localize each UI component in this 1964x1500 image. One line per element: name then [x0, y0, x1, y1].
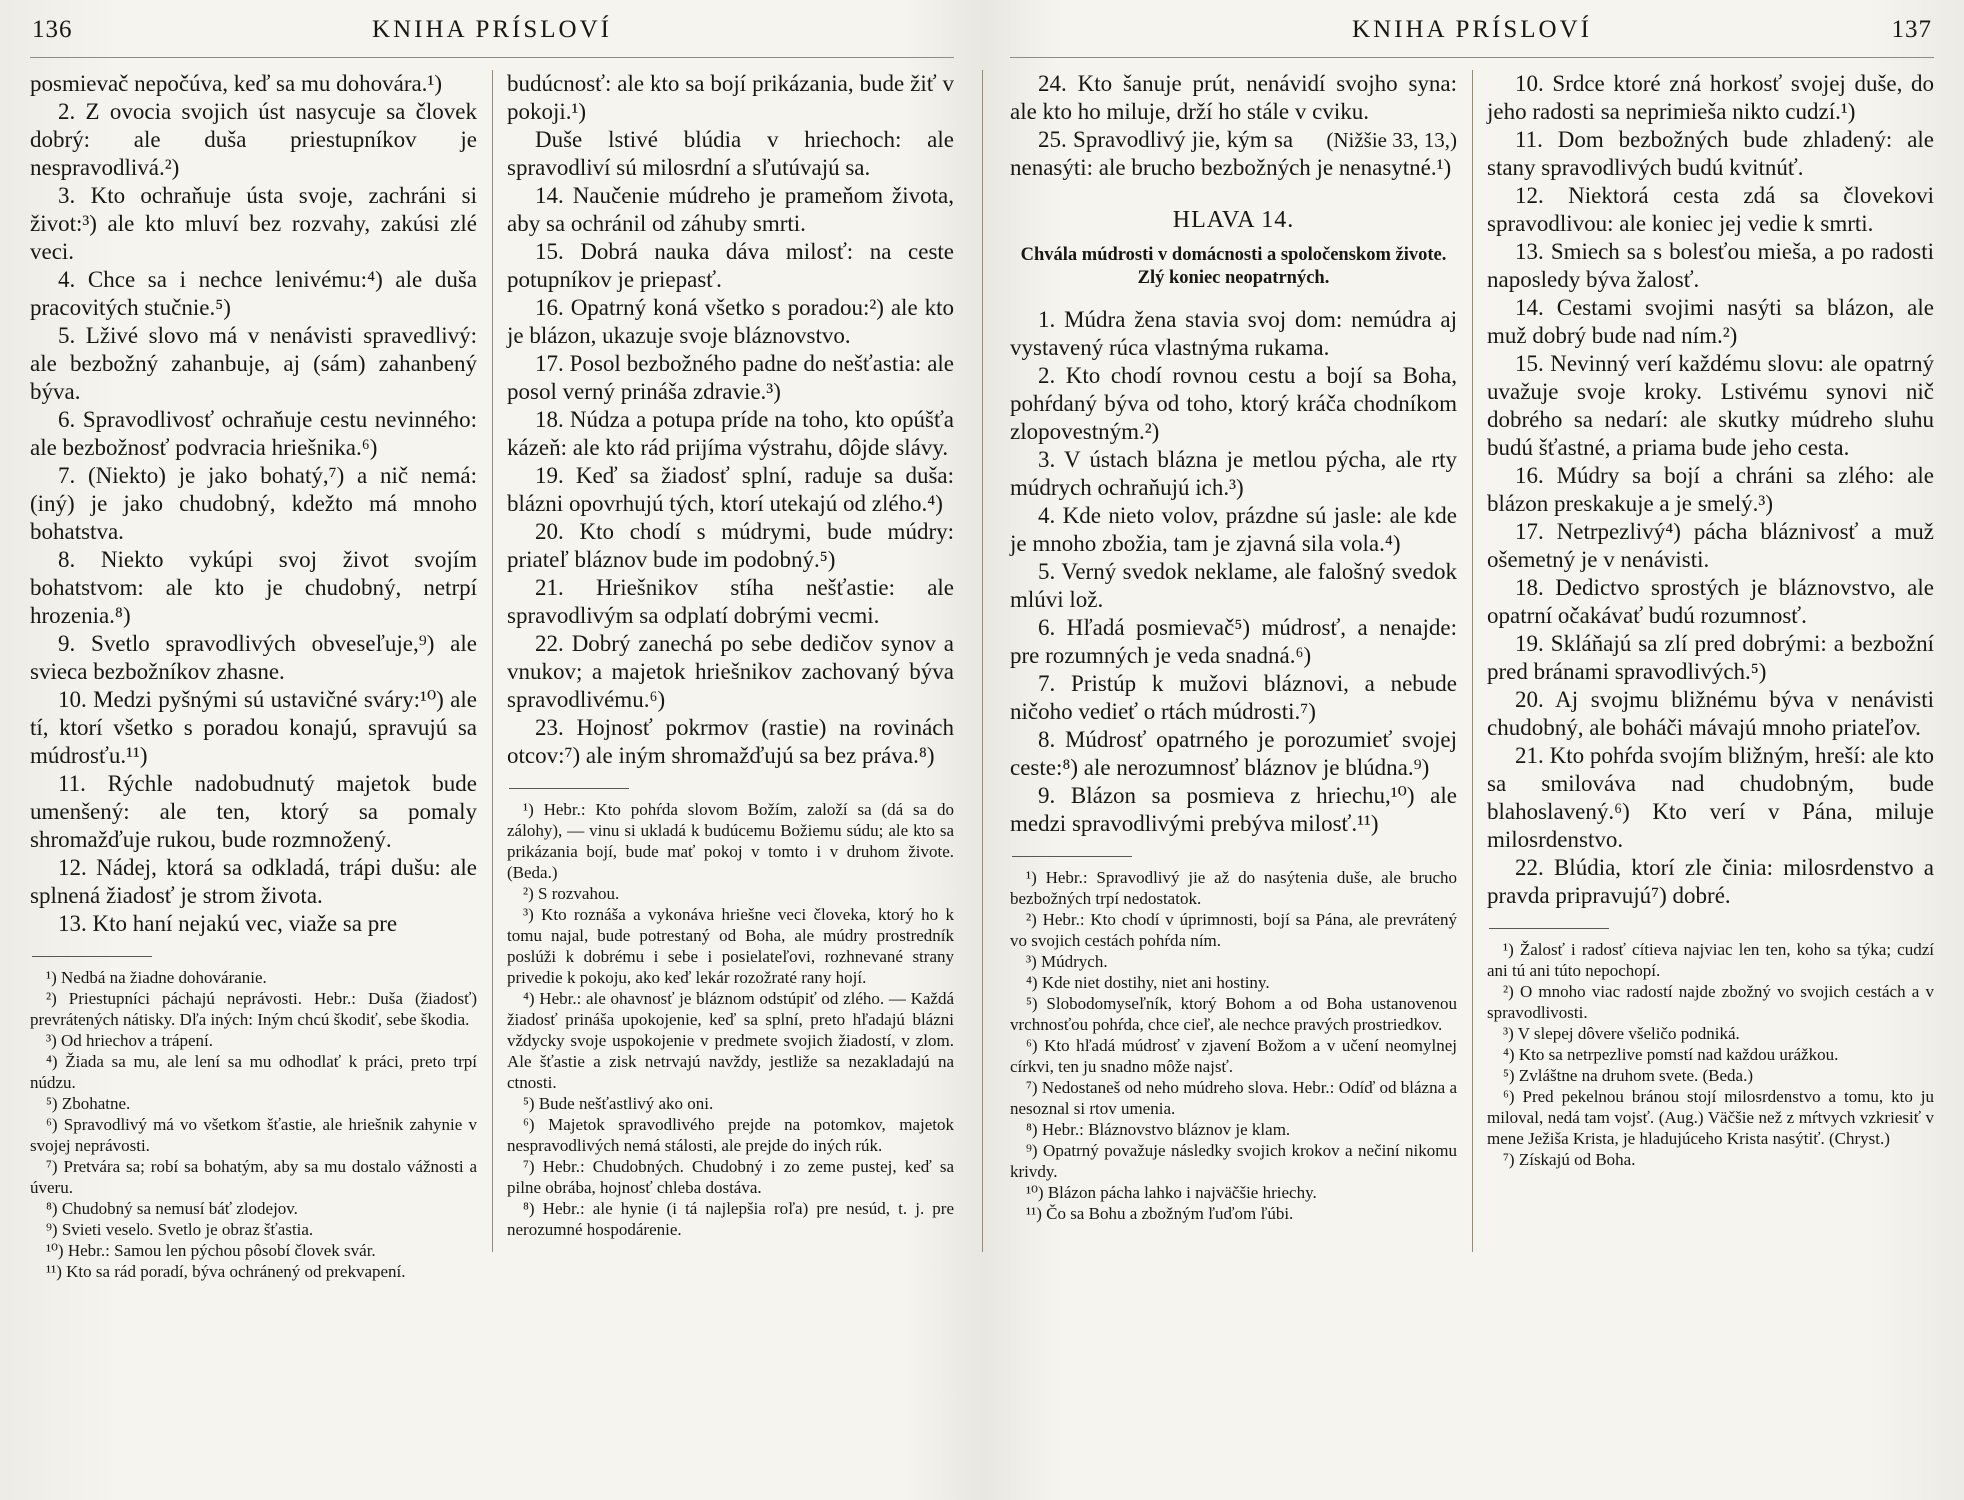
footnote: ⁴) Žiada sa mu, ale lení sa mu odhodlať k práci, preto trpí núdzu.: [30, 1052, 477, 1092]
header-rule-right: [1010, 57, 1934, 58]
verse-paragraph: 16. Múdry sa bojí a chráni sa zlého: ale blázon preskakuje a je smelý.³): [1487, 463, 1934, 516]
verse-paragraph: 5. Verný svedok neklame, ale falošný svedok mlúvi lož.: [1010, 559, 1457, 612]
footnote: ⁷) Pretvára sa; robí sa bohatým, aby sa mu dostalo vážnosti a úveru.: [30, 1157, 477, 1197]
footnote: ¹) Hebr.: Kto pohŕda slovom Božím, založí sa (dá sa do zálohy), — vinu si ukladá k budúcemu Božiemu súdu; ale kto sa prikázania bojí, bude mať pokoj v tomto i v druhom živote. (Beda.): [507, 800, 954, 882]
running-header: [30, 14, 1934, 58]
verse-paragraph: 8. Niekto vykúpi svoj život svojím bohatstvom: ale kto je chudobný, netrpí hrozenia.⁸): [30, 547, 477, 628]
verse-paragraph: 7. (Niekto) je jako bohatý,⁷) a nič nemá: (iný) je jako chudobný, kdežto má mnoho bohatstva.: [30, 463, 477, 544]
footnotes: [30, 967, 477, 1282]
verse-paragraph: 15. Nevinný verí každému slovu: ale opatrný uvažuje svoje kroky. Lstivému synovi nič dobrého sa nedarí: ale skutky múdreho sluhu budú šťastné, a priama bude jeho cesta.: [1487, 351, 1934, 460]
footnote: ¹¹) Kto sa rád poradí, býva ochránený od prekvapení.: [46, 1262, 406, 1281]
column-divider-right-page: [1457, 70, 1487, 1282]
footnote: ⁴) Kto sa netrpezlive pomstí nad každou urážkou.: [1503, 1045, 1839, 1064]
verse-text: [1487, 70, 1934, 910]
verse-paragraph: 3. V ústach blázna je metlou pýcha, ale rty múdrych ochraňujú ich.³): [1010, 447, 1457, 500]
footnote: ⁶) Pred pekelnou bránou stojí milosrdenstvo a tomu, kto ju miloval, nedá tam vojsť. (Aug.) Väčšie než z mŕtvych vzkriesiť v mene Ježiša Krista, je hladujúceho Krista nasýtiť. (Chryst.): [1487, 1087, 1934, 1148]
footnote: ⁶) Spravodlivý má vo všetkom šťastie, ale hriešnik zahynie v svojej neprávosti.: [30, 1115, 477, 1155]
verse-paragraph: 17. Netrpezlivý⁴) pácha bláznivosť a muž ošemetný je v nenávisti.: [1487, 519, 1934, 572]
footnote: ⁵) Slobodomyseľník, ktorý Bohom a od Boha ustanovenou vrchnosťou pohŕda, chce cieľ, ale nechce pravých prostriedkov.: [1010, 994, 1457, 1034]
verse-paragraph: 18. Núdza a potupa príde na toho, kto opúšťa kázeň: ale kto rád prijíma výstrahu, dôjde slávy.: [507, 407, 954, 460]
text-block: [30, 70, 1934, 1282]
verse-paragraph: 8. Múdrosť opatrného je porozumieť svojej ceste:⁸) ale nerozumnosť bláznov je blúdna.⁹): [1010, 727, 1457, 780]
verse-paragraph: 20. Aj svojmu bližnému býva v nenávisti chudobný, ale boháči mávajú mnoho priateľov.: [1487, 687, 1934, 740]
verse-paragraph: 2. Kto chodí rovnou cestu a bojí sa Boha, pohŕdaný býva od toho, ktorý kráča chodníkom zlopovestným.²): [1010, 363, 1457, 444]
verse-text: [1010, 70, 1457, 838]
footnote: ²) Hebr.: Kto chodí v úprimnosti, bojí sa Pána, ale prevrátený vo svojich cestách pohŕda ním.: [1010, 910, 1457, 950]
verse-paragraph: 4. Chce sa i nechce lenivému:⁴) ale duša pracovitých stučnie.⁵): [30, 267, 477, 320]
footnote: ⁵) Zvláštne na druhom svete. (Beda.): [1503, 1066, 1753, 1085]
verse-paragraph: 7. Pristúp k mužovi bláznovi, a nebude ničoho vedieť o rtách múdrosti.⁷): [1010, 671, 1457, 724]
verse-paragraph: 15. Dobrá nauka dáva milosť: na ceste potupníkov je priepasť.: [507, 239, 954, 292]
verse-paragraph: 19. Skláňajú sa zlí pred dobrými: a bezbožní pred bránami spravodlivých.⁵): [1487, 631, 1934, 684]
footnotes: [507, 799, 954, 1240]
verse-paragraph: 21. Kto pohŕda svojím bližným, hreší: ale kto sa smilováva nad chudobným, bude blahoslavený.⁶) Kto verí v Pána, miluje milosrdenstvo.: [1487, 743, 1934, 852]
header-rule-left: [30, 57, 954, 58]
footnote: ¹) Hebr.: Spravodlivý jie až do nasýtenia duše, ale brucho bezbožných trpí nedostatok.: [1010, 868, 1457, 908]
column-divider-left-page: [477, 70, 507, 1282]
chapter-heading: HLAVA 14.: [1172, 207, 1295, 233]
page-137-column-1: [1010, 70, 1457, 1282]
footnote: ⁶) Kto hľadá múdrosť v zjavení Božom a v učení neomylnej církvi, ten ju snadno môže najsť.: [1010, 1036, 1457, 1076]
footnote: ⁷) Nedostaneš od neho múdreho slova. Hebr.: Odíď od blázna a nesoznal si rtov umenia.: [1010, 1078, 1457, 1118]
footnote-separator: [1489, 928, 1609, 929]
verse-paragraph: 20. Kto chodí s múdrymi, bude múdry: priateľ bláznov bude im podobný.⁵): [507, 519, 954, 572]
running-title-left: KNIHA PRÍSLOVÍ: [372, 16, 612, 43]
verse-paragraph: 18. Dedictvo sprostých je bláznovstvo, ale opatrní očakávať budú rozumnosť.: [1487, 575, 1934, 628]
footnote: ⁹) Svieti veselo. Svetlo je obraz šťastia.: [46, 1220, 314, 1239]
footnote: ⁸) Hebr.: ale hynie (i tá najlepšia roľa) pre nesúd, t. j. pre nerozumné hospodárenie.: [507, 1199, 954, 1239]
footnote: ⁵) Zbohatne.: [46, 1094, 131, 1113]
footnote: ⁶) Majetok spravodlivého prejde na potomkov, majetok nespravodlivých nemá stálosti, ale prejde do iných rúk.: [507, 1115, 954, 1155]
page-number-right: 137: [1891, 16, 1932, 43]
verse-paragraph: 13. Kto haní nejakú vec, viaže sa pre: [58, 911, 398, 936]
footnote: ¹¹) Čo sa Bohu a zbožným ľuďom ľúbi.: [1026, 1204, 1294, 1223]
footnotes: [1487, 939, 1934, 1170]
footnote: ³) Múdrych.: [1026, 952, 1108, 971]
verse-paragraph: 11. Rýchle nadobudnutý majetok bude umenšený: ale ten, ktorý sa pomaly shromažďuje rukou, bude rozmnožený.: [30, 771, 477, 852]
verse-paragraph: 12. Niektorá cesta zdá sa človekovi spravodlivou: ale koniec jej vedie k smrti.: [1487, 183, 1934, 236]
verse-paragraph: 1. Múdra žena stavia svoj dom: nemúdra aj vystavený rúca vlastnýma rukama.: [1010, 307, 1457, 360]
verse-paragraph: 25. Spravodlivý jie, kým sa nenasýti: ale brucho bezbožných je nenasytné.¹): [1010, 127, 1452, 180]
verse-paragraph: 6. Hľadá posmievač⁵) múdrosť, a nenajde: pre rozumných je veda snadná.⁶): [1010, 615, 1457, 668]
verse-paragraph: 9. Blázon sa posmieva z hriechu,¹⁰) ale medzi spravodlivými prebýva milosť.¹¹): [1010, 783, 1457, 836]
page-number-left: 136: [32, 16, 73, 43]
verse-continuation: posmievač nepočúva, keď sa mu dohovára.¹): [30, 71, 442, 96]
verse-paragraph: 22. Blúdia, ktorí zle činia: milosrdenstvo a pravda pripravujú⁷) dobré.: [1487, 855, 1934, 908]
page-136-column-1: [30, 70, 477, 1282]
verse-paragraph: 16. Opatrný koná všetko s poradou:²) ale kto je blázon, ukazuje svoje bláznovstvo.: [507, 295, 954, 348]
verse-paragraph: 21. Hriešnikov stíha nešťastie: ale spravodlivým sa odplatí dobrými vecmi.: [507, 575, 954, 628]
footnote: ⁸) Chudobný sa nemusí báť zlodejov.: [46, 1199, 298, 1218]
page-gutter-divider: [954, 70, 1010, 1282]
verse-paragraph: 4. Kde nieto volov, prázdne sú jasle: ale kde je mnoho zbožia, tam je zjavná sila vola.⁴): [1010, 503, 1457, 556]
verse-paragraph: 17. Posol bezbožného padne do nešťastia: ale posol verný prináša zdravie.³): [507, 351, 954, 404]
verse-paragraph: 12. Nádej, ktorá sa odkladá, trápi dušu: ale splnená žiadosť je strom života.: [30, 855, 477, 908]
footnote: ⁵) Bude nešťastlivý ako oni.: [523, 1094, 714, 1113]
footnote: ⁷) Získajú od Boha.: [1503, 1150, 1636, 1169]
verse-paragraph: Duše lstivé blúdia v hriechoch: ale spravodliví sú milosrdní a sľutúvajú sa.: [507, 127, 954, 180]
footnote: ²) Priestupníci páchajú neprávosti. Hebr.: Duša (žiadosť) prevrátených nátisky. Dľa iných: Iným chcú škodiť, sebe škodia.: [30, 989, 477, 1029]
footnote: ¹) Žalosť i radosť cítieva najviac len ten, koho sa týka; cudzí ani tú ani túto nepochopí.: [1487, 940, 1934, 980]
footnote: ³) V slepej dôvere všeličo podniká.: [1503, 1024, 1740, 1043]
footnote: ⁴) Hebr.: ale ohavnosť je bláznom odstúpiť od zlého. — Každá žiadosť prináša upokojenie, keď sa splní, preto hľadajú blázni vždycky svoje uspokojenie v predmete svojich žiadostí, v zlom. Ale šťastie a zisk netrvajú navždy, jestliže sa nezakladajú na ctnosti.: [507, 989, 954, 1092]
verse-paragraph: 3. Kto ochraňuje ústa svoje, zachráni si život:³) ale kto mluví bez rozvahy, zakúsi zlé veci.: [30, 183, 477, 264]
verse-paragraph: 24. Kto šanuje prút, nenávidí svojho syna: ale kto ho miluje, drží ho stále v cviku. (Nižšie 33, 13,): [1010, 71, 1457, 152]
running-title-right: KNIHA PRÍSLOVÍ: [1352, 16, 1592, 43]
footnote-separator: [32, 956, 152, 957]
footnote: ⁷) Hebr.: Chudobných. Chudobný i zo zeme pustej, keď sa pilne obrába, hojnosť chleba dostáva.: [507, 1157, 954, 1197]
verse-continuation: budúcnosť: ale kto sa bojí prikázania, bude žiť v pokoji.¹): [507, 71, 954, 124]
verse-paragraph: 23. Hojnosť pokrmov (rastie) na rovinách otcov:⁷) ale iným shromažďujú sa bez práva.⁸): [507, 715, 954, 768]
page-136-column-2: [507, 70, 954, 1282]
footnote: ²) O mnoho viac radostí najde zbožný vo svojich cestách a v spravodlivosti.: [1487, 982, 1934, 1022]
verse-paragraph: 22. Dobrý zanechá po sebe dedičov synov a vnukov; a majetok hriešnikov zachovaný býva spravodlivému.⁶): [507, 631, 954, 712]
verse-paragraph: 9. Svetlo spravodlivých obveseľuje,⁹) ale svieca bezbožníkov zhasne.: [30, 631, 477, 684]
verse-text: [507, 70, 954, 770]
footnote: ¹) Nedbá na žiadne dohováranie.: [46, 968, 267, 987]
verse-paragraph: 14. Cestami svojimi nasýti sa blázon, ale muž dobrý bude nad ním.²): [1487, 295, 1934, 348]
verse-cross-reference: (Nižšie 33, 13,): [1321, 128, 1457, 152]
footnote: ²) S rozvahou.: [523, 884, 620, 903]
verse-paragraph: 11. Dom bezbožných bude zhladený: ale stany spravodlivých budú kvitnúť.: [1487, 127, 1934, 180]
footnote: ¹⁰) Hebr.: Samou len pýchou pôsobí človek svár.: [46, 1241, 376, 1260]
footnote: ³) Od hriechov a trápení.: [46, 1031, 214, 1050]
verse-text: [30, 70, 477, 938]
verse-paragraph: 10. Medzi pyšnými sú ustavičné sváry:¹⁰) ale tí, ktorí všetko s poradou konajú, spravujú sa múdrosťu.¹¹): [30, 687, 477, 768]
footnote: ⁸) Hebr.: Bláznovstvo bláznov je klam.: [1026, 1120, 1291, 1139]
verse-paragraph: 2. Z ovocia svojich úst nasycuje sa človek dobrý: ale duša priestupníkov je nespravodlivá.²): [30, 99, 477, 180]
page-137-column-2: [1487, 70, 1934, 1282]
verse-paragraph: 14. Naučenie múdreho je prameňom života, aby sa ochránil od záhuby smrti.: [507, 183, 954, 236]
footnote: ⁴) Kde niet dostihy, niet ani hostiny.: [1026, 973, 1270, 992]
verse-paragraph: 13. Smiech sa s bolesťou mieša, a po radosti naposledy býva žalosť.: [1487, 239, 1934, 292]
chapter-summary: Chvála múdrosti v domácnosti a spoločenskom živote. Zlý koniec neopatrných.: [1020, 245, 1447, 288]
verse-paragraph: 10. Srdce ktoré zná horkosť svojej duše, do jeho radosti sa neprimieša nikto cudzí.¹): [1487, 71, 1934, 124]
verse-paragraph: 5. Lživé slovo má v nenávisti spravedlivý: ale bezbožný zahanbuje, aj (sám) zahanbený býva.: [30, 323, 477, 404]
footnotes: [1010, 867, 1457, 1224]
footnote: ⁹) Opatrný považuje následky svojich krokov a nečiní nikomu krivdy.: [1010, 1141, 1457, 1181]
verse-paragraph: 19. Keď sa žiadosť splní, raduje sa duša: blázni opovrhujú tých, ktorí utekajú od zlého.⁴): [507, 463, 954, 516]
footnote-separator: [1012, 856, 1132, 857]
footnote-separator: [509, 788, 629, 789]
footnote: ³) Kto roznáša a vykonáva hriešne veci človeka, ktorý ho k tomu najal, bude potrestaný od Boha, ale múdry prostredník poslúži k dobrému i sebe i posielateľovi, rozhnevané strany privedie k pokoju, ako keď lekár rozožraté rany hojí.: [507, 905, 954, 987]
verse-paragraph: 6. Spravodlivosť ochraňuje cestu nevinného: ale bezbožnosť podvracia hriešnika.⁶): [30, 407, 477, 460]
footnote: ¹⁰) Blázon pácha lahko i najväčšie hriechy.: [1026, 1183, 1317, 1202]
